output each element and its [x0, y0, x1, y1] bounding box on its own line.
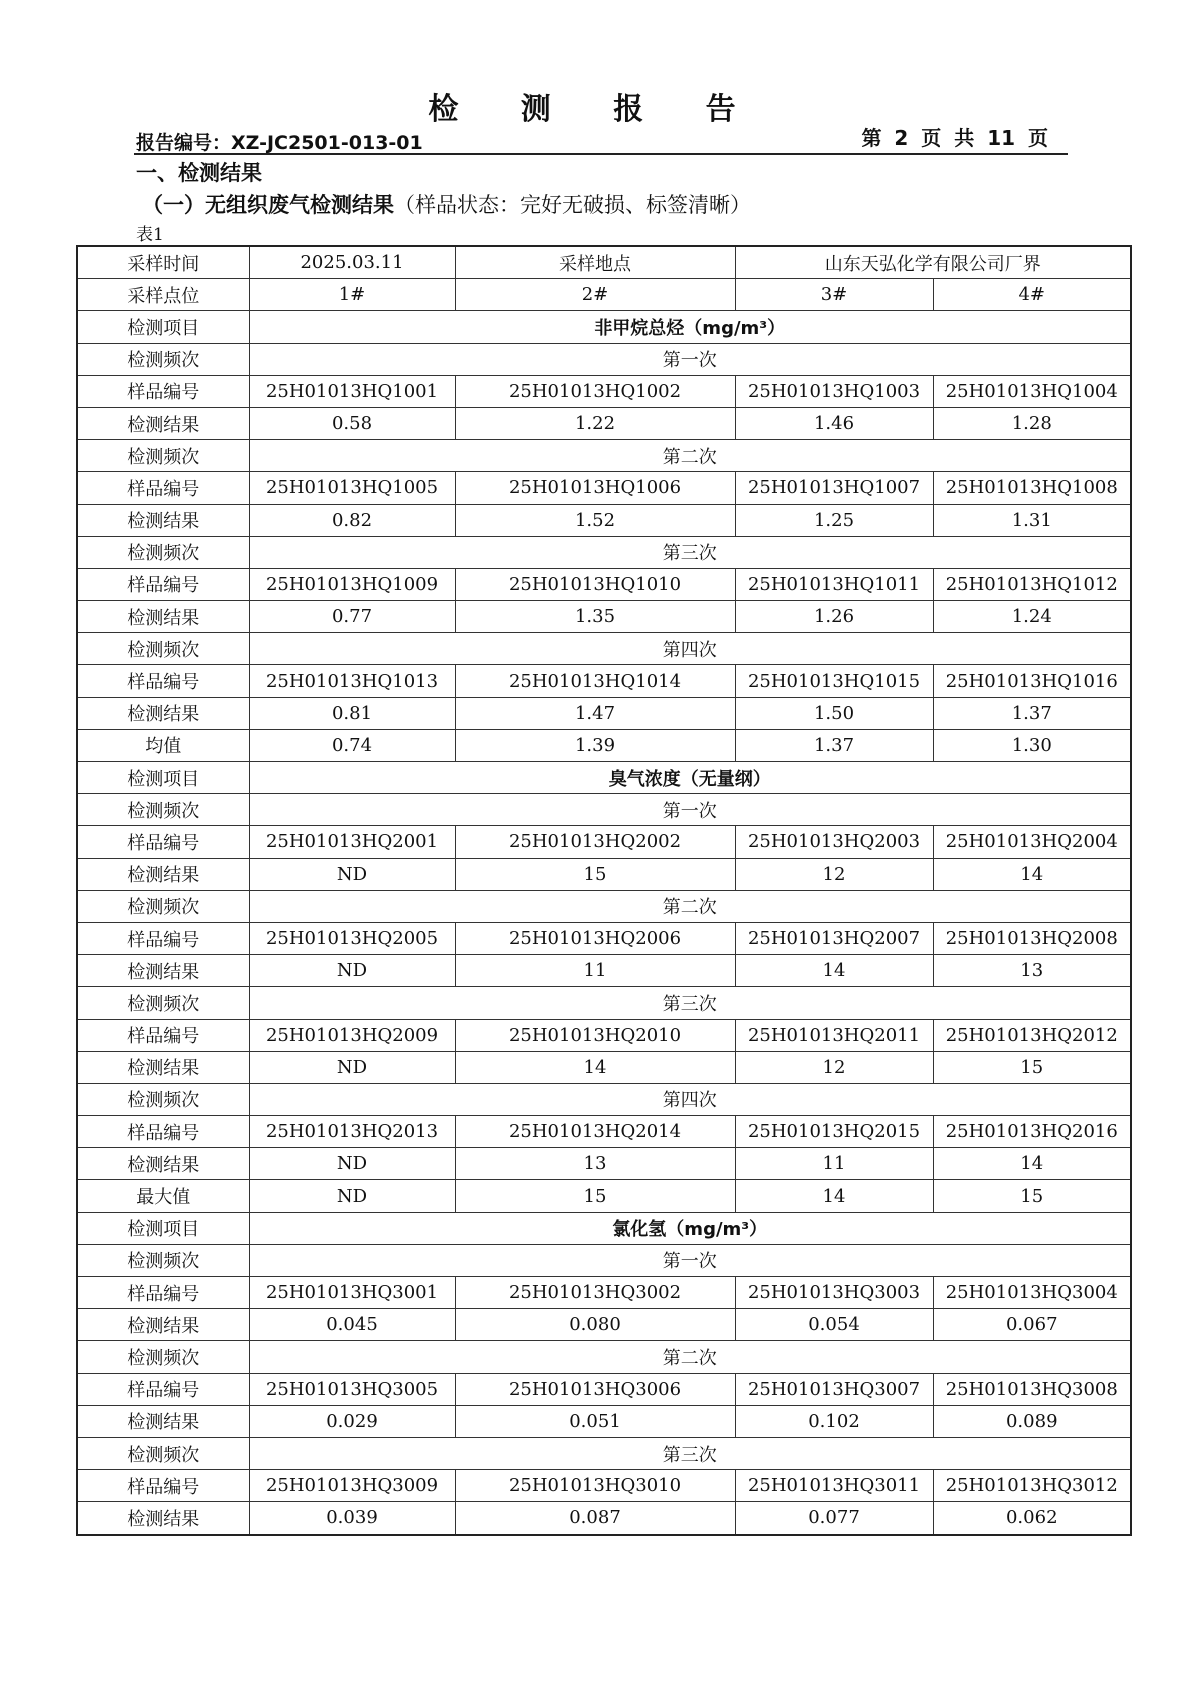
header-divider: [134, 153, 1068, 155]
summary-value-2: 15: [455, 1180, 735, 1212]
sampling-date: 2025.03.11: [249, 246, 455, 279]
sample-id-4: 25H01013HQ1004: [933, 375, 1131, 407]
frequency-value: 第三次: [249, 536, 1131, 568]
sample-id-4: 25H01013HQ2012: [933, 1019, 1131, 1051]
frequency-label: 检测频次: [77, 890, 249, 922]
result-row: [77, 407, 1131, 439]
result-value-4: 0.062: [933, 1502, 1131, 1535]
point-2: 2#: [455, 279, 735, 311]
sampling-point-row: [77, 279, 1131, 311]
sample-row: [77, 472, 1131, 504]
sample-id-1: 25H01013HQ3001: [249, 1277, 455, 1309]
result-row: [77, 955, 1131, 987]
sample-label: 样品编号: [77, 826, 249, 858]
result-value-2: 1.47: [455, 697, 735, 729]
summary-value-3: 14: [735, 1180, 933, 1212]
sample-row: [77, 1470, 1131, 1502]
sampling-time-row: [77, 246, 1131, 279]
sample-id-3: 25H01013HQ3007: [735, 1373, 933, 1405]
summary-value-1: ND: [249, 1180, 455, 1212]
sample-label: 样品编号: [77, 472, 249, 504]
result-value-1: ND: [249, 1051, 455, 1083]
sample-id-1: 25H01013HQ1005: [249, 472, 455, 504]
sample-id-2: 25H01013HQ2002: [455, 826, 735, 858]
frequency-label: 检测频次: [77, 987, 249, 1019]
sample-id-1: 25H01013HQ3009: [249, 1470, 455, 1502]
result-row: [77, 1309, 1131, 1341]
result-value-2: 0.080: [455, 1309, 735, 1341]
frequency-row: [77, 1437, 1131, 1469]
result-value-4: 13: [933, 955, 1131, 987]
frequency-label: 检测频次: [77, 633, 249, 665]
sample-id-3: 25H01013HQ1011: [735, 568, 933, 600]
sample-id-2: 25H01013HQ1002: [455, 375, 735, 407]
frequency-label: 检测频次: [77, 440, 249, 472]
sample-id-2: 25H01013HQ2006: [455, 922, 735, 954]
frequency-row: [77, 890, 1131, 922]
result-value-2: 15: [455, 858, 735, 890]
result-value-3: 0.054: [735, 1309, 933, 1341]
result-value-2: 0.051: [455, 1405, 735, 1437]
result-label: 检测结果: [77, 697, 249, 729]
frequency-value: 第三次: [249, 987, 1131, 1019]
sample-row: [77, 568, 1131, 600]
sampling-point-label: 采样点位: [77, 279, 249, 311]
frequency-value: 第一次: [249, 1244, 1131, 1276]
summary-row: [77, 729, 1131, 761]
sample-label: 样品编号: [77, 1373, 249, 1405]
sample-id-3: 25H01013HQ3011: [735, 1470, 933, 1502]
frequency-row: [77, 1083, 1131, 1115]
result-label: 检测结果: [77, 407, 249, 439]
sample-id-1: 25H01013HQ1013: [249, 665, 455, 697]
frequency-label: 检测频次: [77, 1244, 249, 1276]
result-value-1: 0.82: [249, 504, 455, 536]
item-label: 检测项目: [77, 1212, 249, 1244]
sample-label: 样品编号: [77, 1019, 249, 1051]
summary-value-1: 0.74: [249, 729, 455, 761]
result-label: 检测结果: [77, 601, 249, 633]
result-value-4: 1.28: [933, 407, 1131, 439]
sampling-location-value: 山东天弘化学有限公司厂界: [735, 246, 1131, 279]
point-3: 3#: [735, 279, 933, 311]
sample-label: 样品编号: [77, 1116, 249, 1148]
sample-id-1: 25H01013HQ3005: [249, 1373, 455, 1405]
sub-heading: [142, 189, 751, 219]
sample-row: [77, 922, 1131, 954]
frequency-value: 第一次: [249, 794, 1131, 826]
sample-id-1: 25H01013HQ2001: [249, 826, 455, 858]
item-name: 氯化氢（mg/m³）: [249, 1212, 1131, 1244]
frequency-row: [77, 536, 1131, 568]
sample-label: 样品编号: [77, 1470, 249, 1502]
sample-row: [77, 665, 1131, 697]
page-number: 第 2 页 共 11 页: [861, 126, 1048, 150]
result-label: 检测结果: [77, 1148, 249, 1180]
frequency-value: 第四次: [249, 1083, 1131, 1115]
result-row: [77, 504, 1131, 536]
result-value-1: 0.029: [249, 1405, 455, 1437]
result-value-2: 0.087: [455, 1502, 735, 1535]
sample-id-3: 25H01013HQ1007: [735, 472, 933, 504]
result-value-2: 1.22: [455, 407, 735, 439]
summary-value-3: 1.37: [735, 729, 933, 761]
sample-id-3: 25H01013HQ1015: [735, 665, 933, 697]
sample-id-3: 25H01013HQ2007: [735, 922, 933, 954]
frequency-row: [77, 1244, 1131, 1276]
sample-id-4: 25H01013HQ3012: [933, 1470, 1131, 1502]
frequency-row: [77, 343, 1131, 375]
report-title: 检 测 报 告: [428, 92, 762, 127]
frequency-value: 第二次: [249, 1341, 1131, 1373]
results-table: [76, 245, 1132, 1536]
sampling-location-label: 采样地点: [455, 246, 735, 279]
summary-value-4: 1.30: [933, 729, 1131, 761]
result-value-3: 0.102: [735, 1405, 933, 1437]
sample-row: [77, 826, 1131, 858]
result-value-4: 15: [933, 1051, 1131, 1083]
result-value-3: 12: [735, 1051, 933, 1083]
summary-label: 最大值: [77, 1180, 249, 1212]
sampling-time-label: 采样时间: [77, 246, 249, 279]
sample-row: [77, 1019, 1131, 1051]
result-value-3: 11: [735, 1148, 933, 1180]
result-value-4: 0.089: [933, 1405, 1131, 1437]
frequency-value: 第二次: [249, 440, 1131, 472]
summary-value-2: 1.39: [455, 729, 735, 761]
sample-id-1: 25H01013HQ1009: [249, 568, 455, 600]
sample-id-1: 25H01013HQ2013: [249, 1116, 455, 1148]
result-row: [77, 697, 1131, 729]
frequency-value: 第四次: [249, 633, 1131, 665]
sample-id-4: 25H01013HQ1008: [933, 472, 1131, 504]
item-label: 检测项目: [77, 311, 249, 343]
frequency-value: 第三次: [249, 1437, 1131, 1469]
item-name: 臭气浓度（无量纲）: [249, 762, 1131, 794]
summary-row: [77, 1180, 1131, 1212]
result-value-3: 12: [735, 858, 933, 890]
sample-label: 样品编号: [77, 1277, 249, 1309]
sample-id-3: 25H01013HQ2003: [735, 826, 933, 858]
point-1: 1#: [249, 279, 455, 311]
frequency-row: [77, 440, 1131, 472]
result-value-1: 0.045: [249, 1309, 455, 1341]
result-label: 检测结果: [77, 1502, 249, 1535]
sample-label: 样品编号: [77, 665, 249, 697]
result-label: 检测结果: [77, 504, 249, 536]
sample-id-4: 25H01013HQ2008: [933, 922, 1131, 954]
sample-id-2: 25H01013HQ1010: [455, 568, 735, 600]
frequency-row: [77, 987, 1131, 1019]
result-value-2: 11: [455, 955, 735, 987]
result-value-3: 14: [735, 955, 933, 987]
result-row: [77, 1405, 1131, 1437]
result-label: 检测结果: [77, 1051, 249, 1083]
result-row: [77, 1051, 1131, 1083]
item-label: 检测项目: [77, 762, 249, 794]
sample-id-1: 25H01013HQ1001: [249, 375, 455, 407]
frequency-label: 检测频次: [77, 536, 249, 568]
result-value-4: 1.31: [933, 504, 1131, 536]
sample-label: 样品编号: [77, 568, 249, 600]
item-row: [77, 762, 1131, 794]
sample-id-2: 25H01013HQ1014: [455, 665, 735, 697]
result-value-4: 1.24: [933, 601, 1131, 633]
result-label: 检测结果: [77, 858, 249, 890]
sample-id-2: 25H01013HQ1006: [455, 472, 735, 504]
result-value-3: 0.077: [735, 1502, 933, 1535]
sample-id-3: 25H01013HQ3003: [735, 1277, 933, 1309]
result-value-3: 1.25: [735, 504, 933, 536]
result-row: [77, 1148, 1131, 1180]
sample-id-2: 25H01013HQ2014: [455, 1116, 735, 1148]
result-row: [77, 601, 1131, 633]
frequency-row: [77, 794, 1131, 826]
sample-id-4: 25H01013HQ2004: [933, 826, 1131, 858]
sample-id-3: 25H01013HQ2015: [735, 1116, 933, 1148]
result-label: 检测结果: [77, 1309, 249, 1341]
result-label: 检测结果: [77, 1405, 249, 1437]
sample-id-1: 25H01013HQ2005: [249, 922, 455, 954]
item-row: [77, 311, 1131, 343]
result-value-3: 1.26: [735, 601, 933, 633]
result-row: [77, 858, 1131, 890]
frequency-label: 检测频次: [77, 794, 249, 826]
sample-id-2: 25H01013HQ3006: [455, 1373, 735, 1405]
frequency-value: 第二次: [249, 890, 1131, 922]
result-value-1: 0.77: [249, 601, 455, 633]
result-value-4: 14: [933, 1148, 1131, 1180]
result-value-1: ND: [249, 955, 455, 987]
sample-row: [77, 375, 1131, 407]
result-value-1: 0.039: [249, 1502, 455, 1535]
item-row: [77, 1212, 1131, 1244]
result-value-1: ND: [249, 1148, 455, 1180]
sample-status-note: （样品状态：完好无破损、标签清晰）: [394, 193, 751, 217]
sample-id-2: 25H01013HQ3002: [455, 1277, 735, 1309]
result-value-4: 14: [933, 858, 1131, 890]
sample-id-3: 25H01013HQ1003: [735, 375, 933, 407]
summary-value-4: 15: [933, 1180, 1131, 1212]
sample-row: [77, 1277, 1131, 1309]
frequency-label: 检测频次: [77, 1083, 249, 1115]
sample-id-4: 25H01013HQ1012: [933, 568, 1131, 600]
sample-label: 样品编号: [77, 922, 249, 954]
frequency-row: [77, 633, 1131, 665]
item-name: 非甲烷总烃（mg/m³）: [249, 311, 1131, 343]
frequency-value: 第一次: [249, 343, 1131, 375]
sample-row: [77, 1373, 1131, 1405]
table-label: 表1: [136, 225, 164, 245]
sample-id-4: 25H01013HQ3008: [933, 1373, 1131, 1405]
result-value-2: 1.35: [455, 601, 735, 633]
result-row: [77, 1502, 1131, 1535]
section-heading: 一、检测结果: [136, 161, 262, 185]
result-value-1: 0.81: [249, 697, 455, 729]
result-label: 检测结果: [77, 955, 249, 987]
point-4: 4#: [933, 279, 1131, 311]
sample-row: [77, 1116, 1131, 1148]
result-value-4: 0.067: [933, 1309, 1131, 1341]
sub-heading-title: （一）无组织废气检测结果: [142, 193, 394, 217]
sample-id-4: 25H01013HQ3004: [933, 1277, 1131, 1309]
sample-id-3: 25H01013HQ2011: [735, 1019, 933, 1051]
sample-id-1: 25H01013HQ2009: [249, 1019, 455, 1051]
frequency-row: [77, 1341, 1131, 1373]
summary-label: 均值: [77, 729, 249, 761]
result-value-2: 1.52: [455, 504, 735, 536]
result-value-4: 1.37: [933, 697, 1131, 729]
result-value-1: ND: [249, 858, 455, 890]
sample-id-2: 25H01013HQ3010: [455, 1470, 735, 1502]
sample-label: 样品编号: [77, 375, 249, 407]
frequency-label: 检测频次: [77, 343, 249, 375]
report-number: 报告编号：XZ-JC2501-013-01: [136, 132, 423, 154]
sample-id-4: 25H01013HQ1016: [933, 665, 1131, 697]
frequency-label: 检测频次: [77, 1437, 249, 1469]
sample-id-2: 25H01013HQ2010: [455, 1019, 735, 1051]
sample-id-4: 25H01013HQ2016: [933, 1116, 1131, 1148]
result-value-1: 0.58: [249, 407, 455, 439]
frequency-label: 检测频次: [77, 1341, 249, 1373]
result-value-2: 14: [455, 1051, 735, 1083]
result-value-3: 1.46: [735, 407, 933, 439]
result-value-2: 13: [455, 1148, 735, 1180]
result-value-3: 1.50: [735, 697, 933, 729]
